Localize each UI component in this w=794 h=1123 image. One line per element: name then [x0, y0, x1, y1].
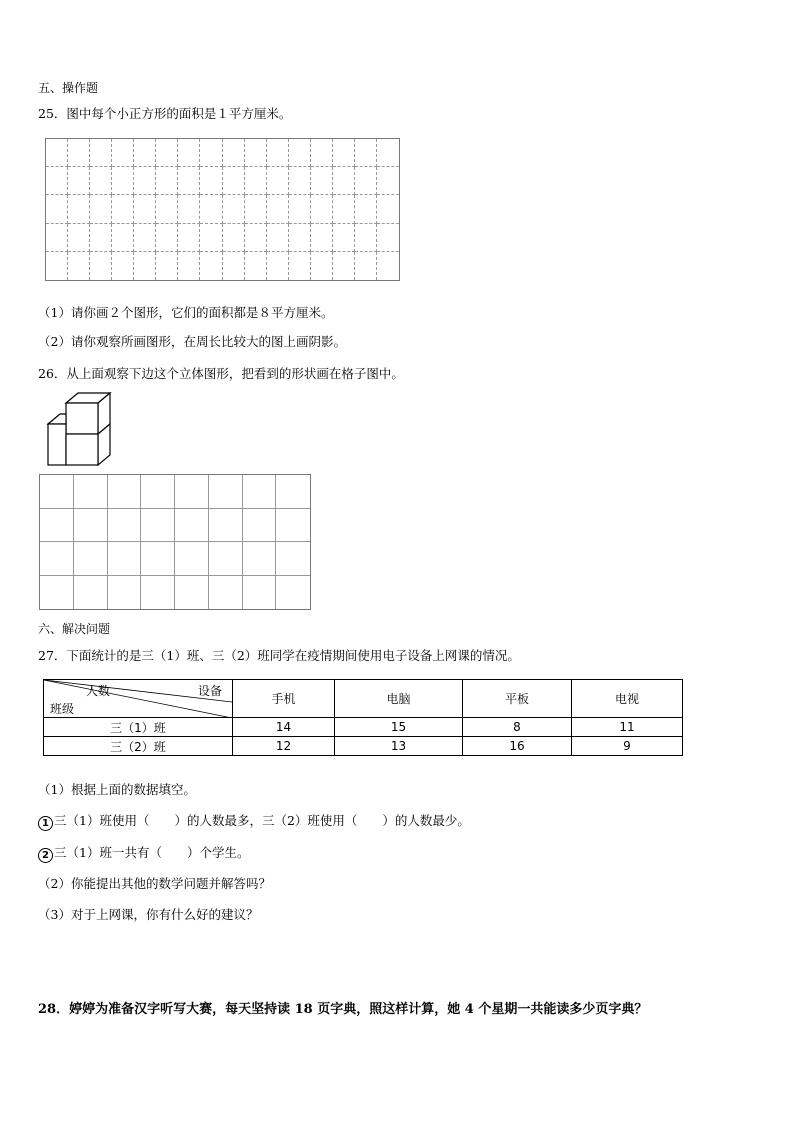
row-label: 三（1）班: [44, 718, 233, 737]
grid-cell[interactable]: [355, 139, 377, 167]
table-cell: 13: [335, 737, 463, 756]
grid-cell[interactable]: [141, 475, 175, 509]
question-26-stem: 26．从上面观察下边这个立体图形，把看到的形状画在格子图中。: [38, 366, 404, 381]
column-header: 电视: [572, 680, 683, 718]
grid-cell[interactable]: [134, 252, 156, 280]
grid-cell[interactable]: [311, 252, 333, 280]
grid-cell[interactable]: [276, 576, 310, 610]
grid-cell[interactable]: [141, 542, 175, 576]
grid-cell[interactable]: [90, 224, 112, 252]
grid-cell[interactable]: [175, 475, 209, 509]
grid-cell[interactable]: [134, 195, 156, 223]
grid-cell[interactable]: [112, 167, 134, 195]
grid-cell[interactable]: [355, 195, 377, 223]
grid-cell[interactable]: [209, 475, 243, 509]
grid-cell[interactable]: [175, 542, 209, 576]
grid-cell[interactable]: [289, 139, 311, 167]
grid-cell[interactable]: [245, 195, 267, 223]
grid-cell[interactable]: [311, 167, 333, 195]
grid-cell[interactable]: [68, 139, 90, 167]
grid-cell[interactable]: [245, 139, 267, 167]
grid-cell[interactable]: [108, 542, 142, 576]
grid-cell[interactable]: [156, 195, 178, 223]
grid-cell[interactable]: [74, 542, 108, 576]
grid-cell[interactable]: [112, 195, 134, 223]
grid-cell[interactable]: [223, 224, 245, 252]
grid-cell[interactable]: [90, 195, 112, 223]
grid-cell[interactable]: [200, 139, 222, 167]
column-header: 电脑: [335, 680, 463, 718]
grid-cell[interactable]: [112, 139, 134, 167]
grid-cell[interactable]: [333, 139, 355, 167]
question-25-part-2: （2）请你观察所画图形，在周长比较大的图上画阴影。: [38, 334, 346, 349]
column-header: 平板: [463, 680, 572, 718]
grid-cell[interactable]: [209, 509, 243, 543]
grid-cell[interactable]: [46, 252, 68, 280]
question-27-sub-2: [38, 843, 249, 863]
solid-square-grid[interactable]: [39, 474, 311, 610]
grid-cell[interactable]: [245, 167, 267, 195]
grid-cell[interactable]: [209, 576, 243, 610]
grid-cell[interactable]: [108, 475, 142, 509]
corner-label-device: 设备: [197, 684, 222, 698]
grid-cell[interactable]: [276, 475, 310, 509]
table-cell: 16: [463, 737, 572, 756]
grid-cell[interactable]: [200, 224, 222, 252]
grid-cell[interactable]: [40, 475, 74, 509]
row-label: 三（2）班: [44, 737, 233, 756]
grid-cell[interactable]: [289, 252, 311, 280]
grid-cell[interactable]: [46, 167, 68, 195]
grid-cell[interactable]: [108, 576, 142, 610]
question-27-stem: 27．下面统计的是三（1）班、三（2）班同学在疫情期间使用电子设备上网课的情况。: [38, 648, 520, 663]
grid-cell[interactable]: [74, 475, 108, 509]
grid-cell[interactable]: [209, 542, 243, 576]
device-usage-table: [43, 679, 683, 756]
grid-cell[interactable]: [134, 167, 156, 195]
grid-cell[interactable]: [289, 167, 311, 195]
grid-cell[interactable]: [108, 509, 142, 543]
grid-cell[interactable]: [141, 576, 175, 610]
grid-cell[interactable]: [223, 195, 245, 223]
grid-cell[interactable]: [68, 224, 90, 252]
table-cell: 11: [572, 718, 683, 737]
table-cell: 15: [335, 718, 463, 737]
table-cell: 9: [572, 737, 683, 756]
corner-label-people: 人数: [86, 684, 111, 698]
question-25-part-1: （1）请你画２个图形，它们的面积都是８平方厘米。: [38, 305, 334, 320]
section-six-title: 六、解决问题: [38, 622, 111, 636]
grid-cell[interactable]: [333, 224, 355, 252]
grid-cell[interactable]: [311, 224, 333, 252]
question-27-part-1: （1）根据上面的数据填空。: [38, 782, 196, 797]
grid-cell[interactable]: [178, 139, 200, 167]
grid-cell[interactable]: [311, 195, 333, 223]
grid-cell[interactable]: [46, 224, 68, 252]
grid-cell[interactable]: [377, 252, 399, 280]
grid-cell[interactable]: [243, 576, 277, 610]
table-cell: 12: [233, 737, 335, 756]
grid-cell[interactable]: [267, 167, 289, 195]
grid-cell[interactable]: [175, 509, 209, 543]
table-row: [44, 737, 683, 756]
grid-cell[interactable]: [40, 542, 74, 576]
grid-cell[interactable]: [267, 139, 289, 167]
grid-cell[interactable]: [112, 224, 134, 252]
grid-cell[interactable]: [355, 252, 377, 280]
grid-cell[interactable]: [276, 542, 310, 576]
grid-cell[interactable]: [68, 252, 90, 280]
grid-cell[interactable]: [90, 167, 112, 195]
circled-number-2: 2: [38, 848, 53, 863]
grid-cell[interactable]: [68, 167, 90, 195]
grid-cell[interactable]: [178, 195, 200, 223]
question-27-sub-1-text: 三（1）班使用（ ）的人数最多，三（2）班使用（ ）的人数最少。: [54, 813, 470, 828]
grid-cell[interactable]: [46, 139, 68, 167]
grid-cell[interactable]: [333, 195, 355, 223]
grid-cell[interactable]: [289, 224, 311, 252]
grid-cell[interactable]: [377, 195, 399, 223]
grid-cell[interactable]: [175, 576, 209, 610]
grid-cell[interactable]: [276, 509, 310, 543]
grid-cell[interactable]: [74, 509, 108, 543]
question-27-sub-2-text: 三（1）班一共有（ ）个学生。: [54, 845, 250, 860]
grid-cell[interactable]: [200, 167, 222, 195]
grid-cell[interactable]: [156, 139, 178, 167]
grid-cell[interactable]: [40, 509, 74, 543]
corner-label-class: 班级: [50, 702, 75, 716]
circled-number-1: 1: [38, 816, 53, 831]
grid-cell[interactable]: [68, 195, 90, 223]
grid-cell[interactable]: [243, 542, 277, 576]
cube-solid-figure: [44, 391, 120, 467]
grid-cell[interactable]: [200, 195, 222, 223]
table-cell: 14: [233, 718, 335, 737]
grid-cell[interactable]: [112, 252, 134, 280]
grid-cell[interactable]: [267, 252, 289, 280]
grid-cell[interactable]: [243, 475, 277, 509]
grid-cell[interactable]: [46, 195, 68, 223]
column-header: 手机: [233, 680, 335, 718]
table-cell: 8: [463, 718, 572, 737]
grid-cell[interactable]: [74, 576, 108, 610]
grid-cell[interactable]: [267, 195, 289, 223]
grid-cell[interactable]: [289, 195, 311, 223]
question-27-sub-1: [38, 811, 470, 831]
grid-cell[interactable]: [178, 252, 200, 280]
grid-cell[interactable]: [40, 576, 74, 610]
grid-cell[interactable]: [333, 252, 355, 280]
grid-cell[interactable]: [134, 139, 156, 167]
grid-cell[interactable]: [134, 224, 156, 252]
grid-cell[interactable]: [245, 252, 267, 280]
grid-cell[interactable]: [243, 509, 277, 543]
grid-cell[interactable]: [156, 224, 178, 252]
grid-cell[interactable]: [311, 139, 333, 167]
question-27-part-3: （3）对于上网课，你有什么好的建议？: [38, 907, 259, 922]
grid-cell[interactable]: [200, 252, 222, 280]
grid-cell[interactable]: [90, 252, 112, 280]
question-27-part-2: （2）你能提出其他的数学问题并解答吗？: [38, 876, 271, 891]
grid-cell[interactable]: [223, 252, 245, 280]
grid-cell[interactable]: [333, 167, 355, 195]
dashed-square-grid[interactable]: [45, 138, 400, 281]
grid-cell[interactable]: [178, 167, 200, 195]
grid-cell[interactable]: [178, 224, 200, 252]
grid-cell[interactable]: [377, 167, 399, 195]
grid-cell[interactable]: [377, 139, 399, 167]
grid-cell[interactable]: [267, 224, 289, 252]
section-five-title: 五、操作题: [38, 81, 99, 95]
grid-cell[interactable]: [355, 224, 377, 252]
table-corner-cell: [44, 680, 233, 718]
table-row: [44, 718, 683, 737]
grid-cell[interactable]: [223, 167, 245, 195]
grid-cell[interactable]: [355, 167, 377, 195]
grid-cell[interactable]: [156, 167, 178, 195]
question-25-stem: 25．图中每个小正方形的面积是１平方厘米。: [38, 106, 292, 121]
grid-cell[interactable]: [156, 252, 178, 280]
grid-cell[interactable]: [90, 139, 112, 167]
grid-cell[interactable]: [141, 509, 175, 543]
question-28-stem: 28．婷婷为准备汉字听写大赛，每天坚持读 18 页字典，照这样计算，她 4 个星期一共能读多少页字典？: [38, 1002, 648, 1017]
grid-cell[interactable]: [245, 224, 267, 252]
grid-cell[interactable]: [377, 224, 399, 252]
grid-cell[interactable]: [223, 139, 245, 167]
